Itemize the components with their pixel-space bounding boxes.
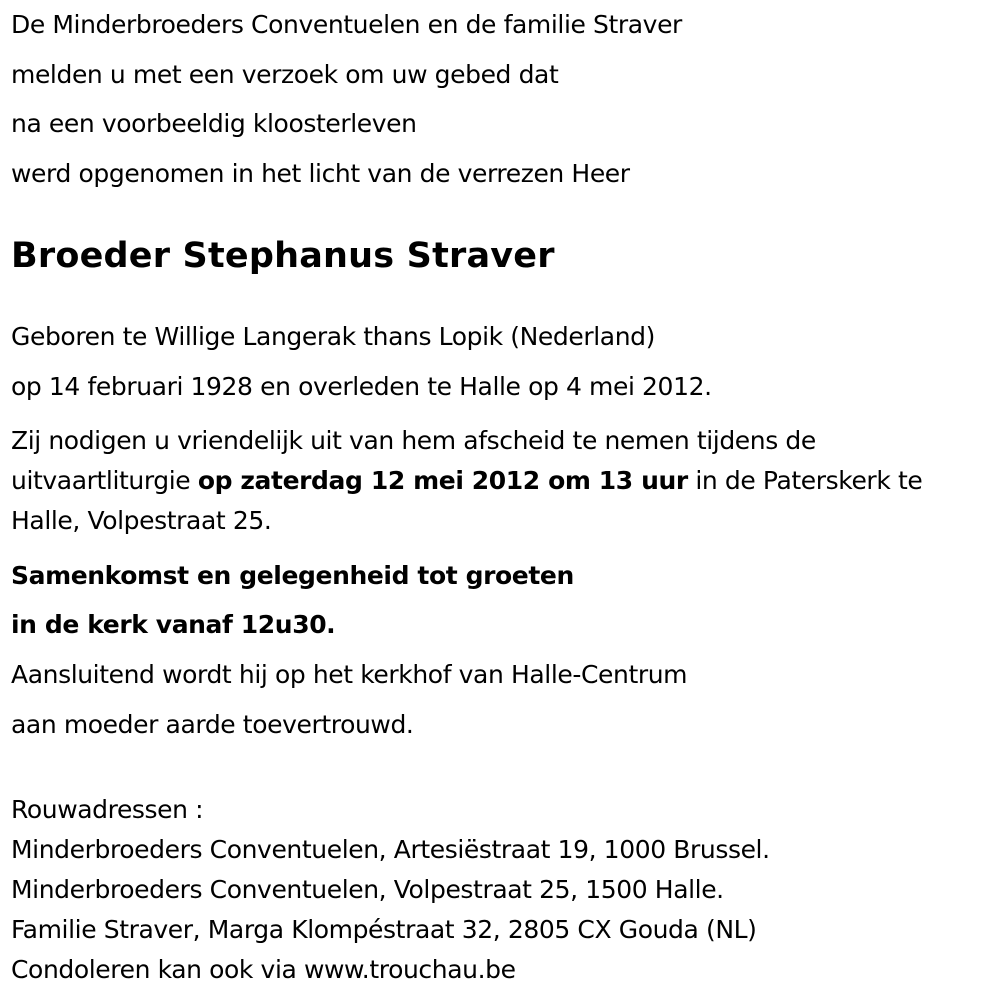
address-item: Minderbroeders Conventuelen, Volpestraat 25, 1500 Halle. bbox=[11, 874, 724, 904]
address-item: Minderbroeders Conventuelen, Artesiëstraat 19, 1000 Brussel. bbox=[11, 834, 770, 864]
intro-block bbox=[11, 0, 988, 189]
condolence-line: Condoleren kan ook via www.trouchau.be bbox=[11, 954, 516, 984]
invitation-paragraph bbox=[11, 421, 988, 540]
intro-line: melden u met een verzoek om uw gebed dat bbox=[11, 59, 559, 89]
intro-line: De Minderbroeders Conventuelen en de familie Straver bbox=[11, 10, 682, 39]
birth-line: Geboren te Willige Langerak thans Lopik (Nederland) bbox=[11, 322, 655, 352]
addresses-label: Rouwadressen : bbox=[11, 794, 204, 824]
addresses-block bbox=[11, 790, 988, 990]
intro-line: werd opgenomen in het licht van de verrezen Heer bbox=[11, 159, 630, 189]
gathering-line: Samenkomst en gelegenheid tot groeten bbox=[11, 560, 574, 590]
gathering-time-line: in de kerk vanaf 12u30. bbox=[11, 610, 336, 640]
deceased-name: Broeder Stephanus Straver bbox=[11, 236, 555, 277]
burial-line: aan moeder aarde toevertrouwd. bbox=[11, 709, 414, 739]
service-date-time: op zaterdag 12 mei 2012 om 13 uur bbox=[197, 466, 688, 496]
burial-line: Aansluitend wordt hij op het kerkhof van Halle-Centrum bbox=[11, 659, 688, 689]
invitation-location: in de Paterskerk te Halle, Volpestraat 25. bbox=[11, 466, 923, 536]
invitation-text: Zij nodigen u vriendelijk uit van hem afscheid te nemen tijdens de uitvaartliturgie bbox=[11, 426, 816, 496]
intro-line: na een voorbeeldig kloosterleven bbox=[11, 109, 417, 139]
address-item: Familie Straver, Marga Klompéstraat 32, 2805 CX Gouda (NL) bbox=[11, 914, 757, 944]
details-block bbox=[11, 322, 988, 740]
dates-line: op 14 februari 1928 en overleden te Halle op 4 mei 2012. bbox=[11, 371, 712, 401]
